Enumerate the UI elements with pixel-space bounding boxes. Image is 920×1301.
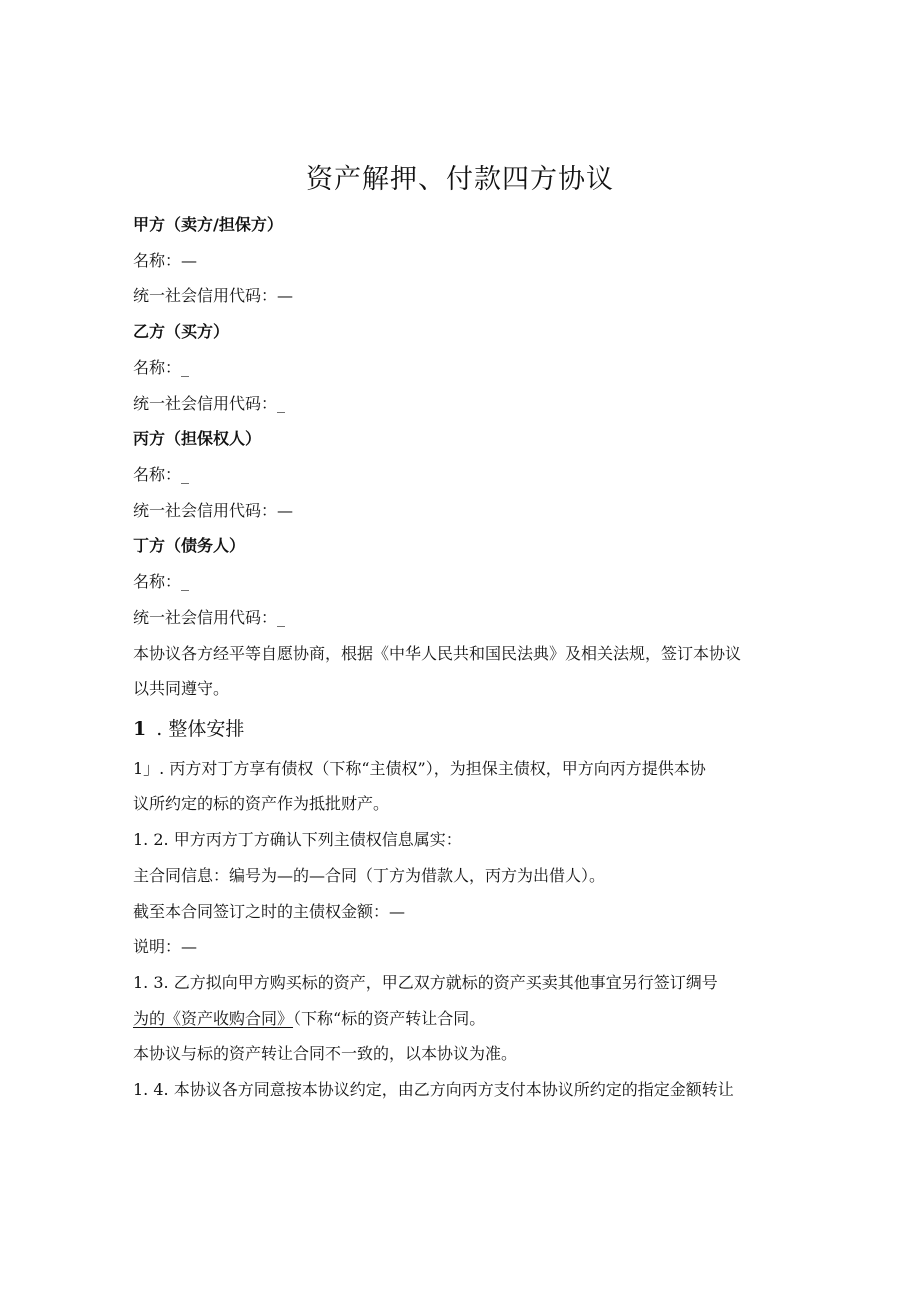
document-title: 资产解押、付款四方协议 bbox=[306, 164, 614, 195]
party-a-name: 名称：— bbox=[133, 251, 198, 270]
section-1-title: . 整体安排 bbox=[156, 718, 245, 740]
party-c-credit-code: 统一社会信用代码：— bbox=[133, 501, 294, 520]
contract-name-underlined: 为的《资产收购合同》 bbox=[133, 1009, 294, 1028]
clause-1-1-line-2: 议所约定的标的资产作为抵批财产。 bbox=[133, 794, 390, 813]
section-1-number: 1 bbox=[133, 718, 147, 740]
party-d-name: 名称：_ bbox=[133, 572, 190, 591]
clause-1-1-line-1: 1」. 丙方对丁方享有债权（下称“主债权”），为担保主债权，甲方向丙方提供本协 bbox=[133, 759, 706, 778]
party-b-heading: 乙方（买方） bbox=[133, 322, 230, 341]
party-d-credit-code: 统一社会信用代码：_ bbox=[133, 608, 286, 627]
party-b-name: 名称：_ bbox=[133, 358, 190, 377]
clause-1-3-line-1: 1. 3. 乙方拟向甲方购买标的资产，甲乙双方就标的资产买卖其他事宜另行签订绸号 bbox=[133, 973, 718, 992]
party-c-heading: 丙方（担保权人） bbox=[133, 429, 262, 448]
party-c-name: 名称：_ bbox=[133, 465, 190, 484]
clause-1-3-line-2-rest: （下称“标的资产转让合同。 bbox=[293, 1009, 486, 1028]
party-b-credit-code: 统一社会信用代码：_ bbox=[133, 394, 286, 413]
preamble-line-2: 以共同遵守。 bbox=[133, 679, 230, 698]
party-a-credit-code: 统一社会信用代码：— bbox=[133, 286, 294, 305]
clause-1-3-line-3: 本协议与标的资产转让合同不一致的，以本协议为准。 bbox=[133, 1044, 518, 1063]
note-line: 说明：— bbox=[133, 937, 198, 956]
clause-1-2: 1. 2. 甲方丙方丁方确认下列主债权信息属实： bbox=[133, 830, 462, 849]
preamble-line-1: 本协议各方经平等自愿协商，根据《中华人民共和国民法典》及相关法规，签订本协议 bbox=[133, 644, 742, 663]
main-claim-amount: 截至本合同签订之时的主债权金额：— bbox=[133, 902, 406, 921]
party-d-heading: 丁方（债务人） bbox=[133, 536, 246, 555]
party-a-heading: 甲方（卖方/担保方） bbox=[133, 215, 283, 234]
main-contract-info: 主合同信息：编号为—的—合同（丁方为借款人，丙方为出借人）。 bbox=[133, 866, 606, 885]
section-1-heading bbox=[133, 716, 244, 742]
clause-1-3-line-2 bbox=[133, 1007, 485, 1031]
clause-1-4-line-1: 1. 4. 本协议各方同意按本协议约定，由乙方向丙方支付本协议所约定的指定金额转让 bbox=[133, 1080, 734, 1099]
